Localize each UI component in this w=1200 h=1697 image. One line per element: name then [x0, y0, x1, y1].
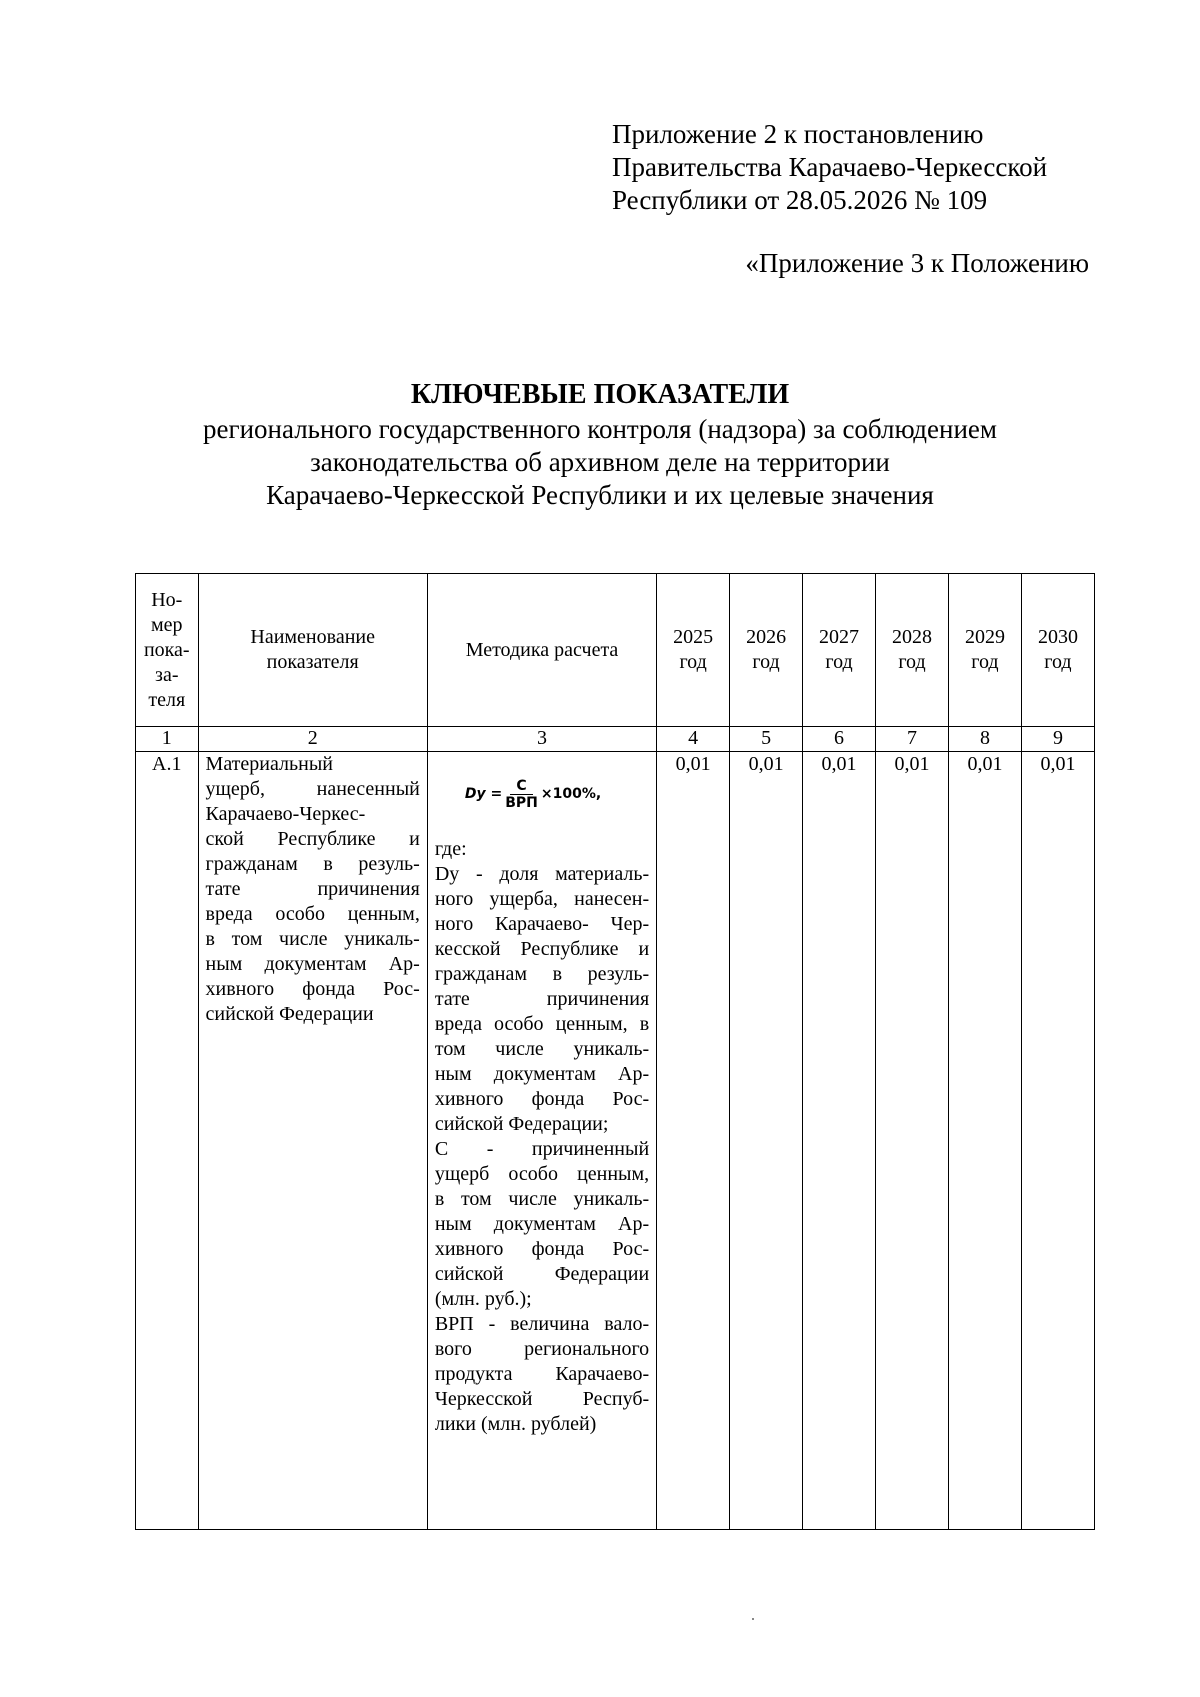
document-title-block	[0, 378, 1200, 512]
appendix-line-1: Приложение 2 к постановлению	[612, 119, 984, 149]
method-line: ным документам Ар-	[434, 1063, 650, 1085]
appendix-reference: «Приложение 3 к Положению	[745, 248, 1089, 278]
method-line: тате причинения	[434, 988, 650, 1010]
method-line: С - причиненный	[434, 1138, 650, 1160]
method-description	[435, 837, 649, 1437]
value-2025: 0,01	[657, 752, 730, 1530]
formula	[465, 778, 649, 811]
method-line: (млн. руб.);	[434, 1288, 532, 1310]
column-number: 5	[730, 727, 803, 752]
method-line: вреда особо ценным, в	[434, 1013, 650, 1035]
method-line: Dy - доля материаль-	[434, 863, 650, 885]
header-year-2026: 2026 год	[730, 574, 803, 727]
method-line: сийской Федерации;	[434, 1113, 609, 1135]
column-number: 9	[1021, 727, 1094, 752]
header-year-2025: 2025 год	[657, 574, 730, 727]
value-2030: 0,01	[1021, 752, 1094, 1530]
column-number: 6	[803, 727, 876, 752]
formula-fraction	[505, 778, 538, 811]
method-line: хивного фонда Рос-	[434, 1088, 650, 1110]
method-line: вого регионального	[434, 1338, 650, 1360]
indicators-table	[135, 573, 1095, 1530]
method-line: сийской Федерации	[434, 1263, 650, 1285]
formula-numerator: C	[510, 778, 532, 795]
header-calculation-method: Методика расчета	[427, 574, 656, 727]
header-indicator-name: Наименование показателя	[198, 574, 427, 727]
column-number: 8	[948, 727, 1021, 752]
method-line: где:	[434, 838, 467, 860]
method-line: ного Карачаево- Чер-	[434, 913, 650, 935]
value-2026: 0,01	[730, 752, 803, 1530]
formula-denominator: ВРП	[505, 795, 538, 811]
method-line: том числе уникаль-	[434, 1038, 650, 1060]
method-line: кесской Республике и	[434, 938, 650, 960]
column-number-row	[136, 727, 1095, 752]
document-title: КЛЮЧЕВЫЕ ПОКАЗАТЕЛИ	[410, 379, 790, 410]
formula-rhs: ×100%,	[540, 786, 602, 802]
method-line: ВРП - величина вало-	[434, 1313, 650, 1335]
header-year-2030: 2030 год	[1021, 574, 1094, 727]
method-line: лики (млн. рублей)	[434, 1413, 597, 1435]
indicator-name: Материальный ущерб, нанесенный Карачаево-Черкес- ской Республике и гражданам в резуль- тате причинения вреда особо ценным, в том числе уникаль- ным документам Ар- хивного фонда Рос- сийской Федерации	[198, 752, 427, 1530]
method-line: ным документам Ар-	[434, 1213, 650, 1235]
column-number: 7	[876, 727, 949, 752]
method-line: Черкесской Респуб-	[434, 1388, 650, 1410]
column-number: 4	[657, 727, 730, 752]
column-number: 1	[136, 727, 199, 752]
subtitle-line-3: Карачаево-Черкесской Республики и их целевые значения	[266, 480, 934, 510]
value-2027: 0,01	[803, 752, 876, 1530]
formula-lhs: Dy =	[464, 786, 503, 802]
method-line: гражданам в резуль-	[434, 963, 650, 985]
table-header-row	[136, 574, 1095, 727]
indicator-id: А.1	[136, 752, 199, 1530]
appendix-header	[612, 118, 1047, 217]
calculation-method	[427, 752, 656, 1530]
subtitle-line-1: регионального государственного контроля (надзора) за соблюдением	[203, 414, 997, 444]
column-number: 2	[198, 727, 427, 752]
header-year-2027: 2027 год	[803, 574, 876, 727]
value-2028: 0,01	[876, 752, 949, 1530]
method-line: ущерб особо ценным,	[434, 1163, 650, 1185]
method-line: продукта Карачаево-	[434, 1363, 650, 1385]
method-line: ного ущерба, нанесен-	[434, 888, 650, 910]
column-number: 3	[427, 727, 656, 752]
header-indicator-number: Но- мер пока- за- теля	[136, 574, 199, 727]
scan-artifact	[752, 1618, 754, 1620]
appendix-line-3: Республики от 28.05.2026 № 109	[612, 185, 988, 215]
table-row	[136, 752, 1095, 1530]
appendix-line-2: Правительства Карачаево-Черкесской	[612, 152, 1048, 182]
method-line: хивного фонда Рос-	[434, 1238, 650, 1260]
header-year-2029: 2029 год	[948, 574, 1021, 727]
subtitle-line-2: законодательства об архивном деле на территории	[310, 447, 890, 477]
method-line: в том числе уникаль-	[434, 1188, 650, 1210]
header-year-2028: 2028 год	[876, 574, 949, 727]
value-2029: 0,01	[948, 752, 1021, 1530]
